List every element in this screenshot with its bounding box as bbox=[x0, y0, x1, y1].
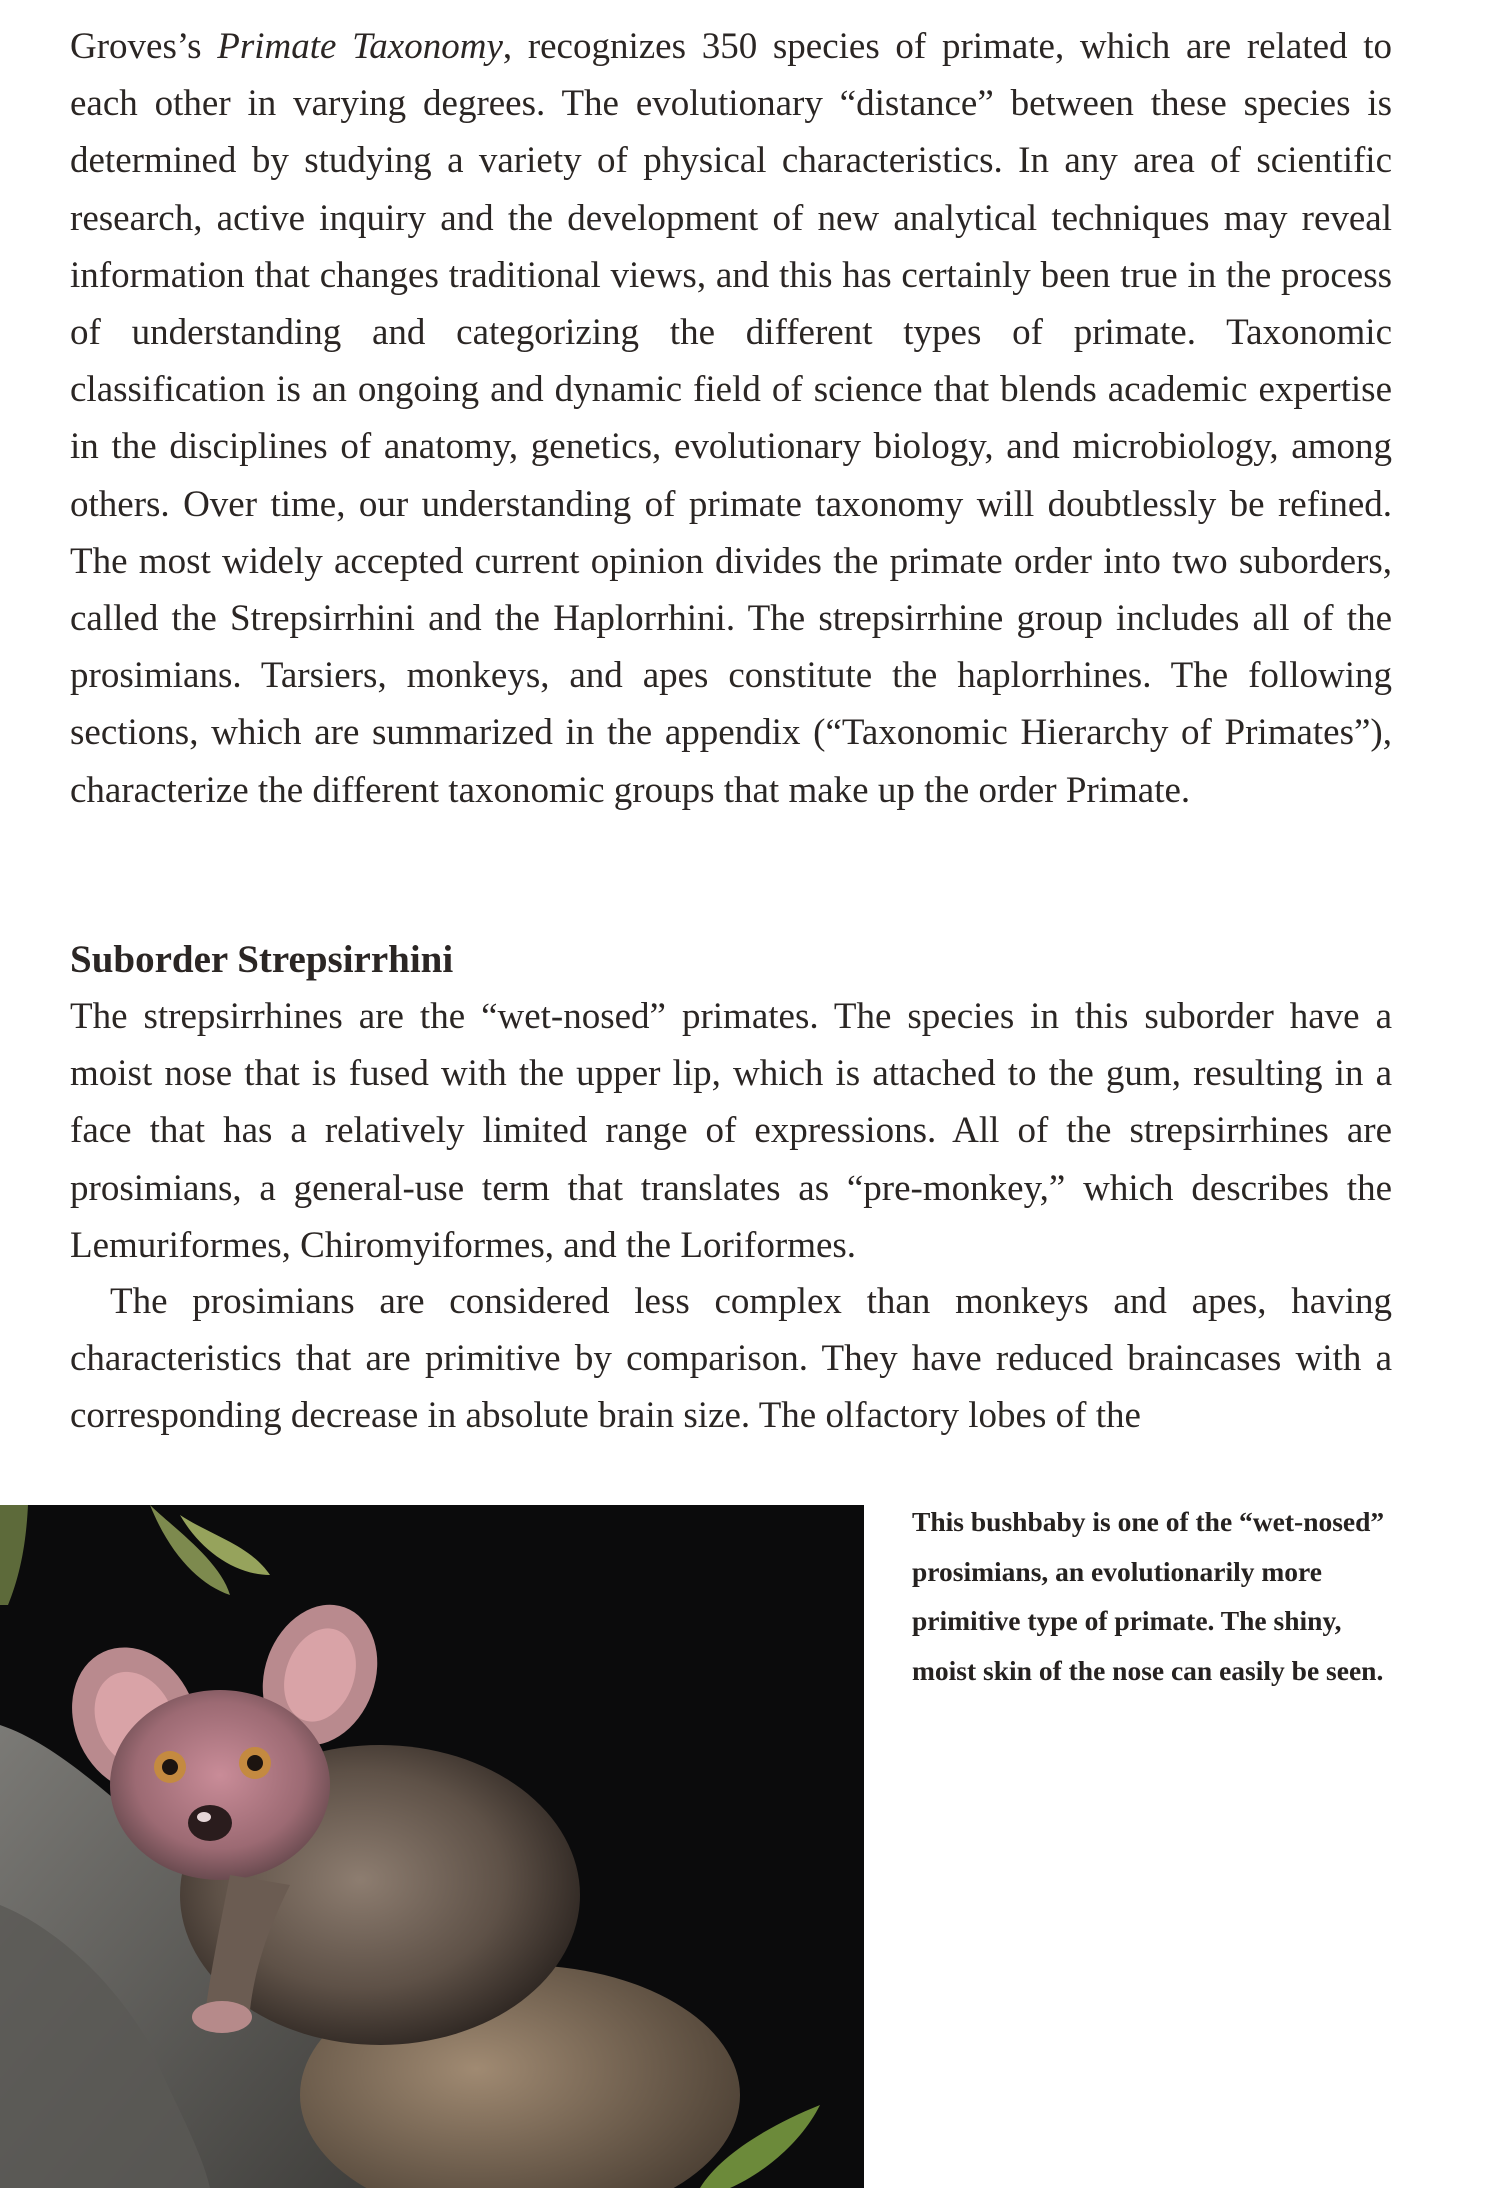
bushbaby-illustration bbox=[0, 1505, 864, 2188]
strepsirrhini-paragraph: The strepsirrhines are the “wet-nosed” primates. The species in this suborder have a moist nose that is fused with the upper lip, which is attached to the gum, resulting in a face that has a relatively limited range of expressions. All of the strepsirrhines are prosimians, a general-use term that translates as “pre-monkey,” which describes the Lemuriformes, Chiromyiformes, and the Loriformes. bbox=[70, 996, 1392, 1266]
intro-paragraph bbox=[70, 18, 1392, 819]
photo-caption: This bushbaby is one of the “wet-nosed” prosimians, an evolutionarily more primitive type of primate. The shiny, moist skin of the nose can easily be seen. bbox=[912, 1506, 1385, 1686]
bushbaby-photo bbox=[0, 1505, 864, 2188]
prosimians-paragraph: The prosimians are considered less complex than monkeys and apes, having characteristics that are primitive by comparison. They have reduced braincases with a corresponding decrease in absolute brain size. The olfactory lobes of the bbox=[70, 1281, 1392, 1437]
section-heading: Suborder Strepsirrhini bbox=[70, 938, 454, 981]
book-title: Primate Taxonomy bbox=[217, 26, 503, 67]
intro-text: , recognizes 350 species of primate, which are related to each other in varying degrees. The evolutionary “distance” between these species is determined by studying a variety of physical characteristics. In any area of scientific research, active inquiry and the development of new analytical techniques may reveal information that changes traditional views, and this has certainly been true in the process of understanding and categorizing the different types of primate. Taxonomic classification is an ongoing and dynamic field of science that blends academic expertise in the disciplines of anatomy, genetics, evolutionary biology, and microbiology, among others. Over time, our understanding of primate taxonomy will doubtlessly be refined. The most widely accepted current opinion divides the primate order into two suborders, called the Strepsirrhini and the Haplorrhini. The strepsirrhine group includes all of the prosimians. Tarsiers, monkeys, and apes constitute the haplorrhines. The following sections, which are summarized in the appendix (“Taxonomic Hierarchy of Primates”), characterize the different taxonomic groups that make up the order Primate. bbox=[70, 26, 1392, 811]
intro-prefix: Groves’s bbox=[70, 26, 218, 67]
